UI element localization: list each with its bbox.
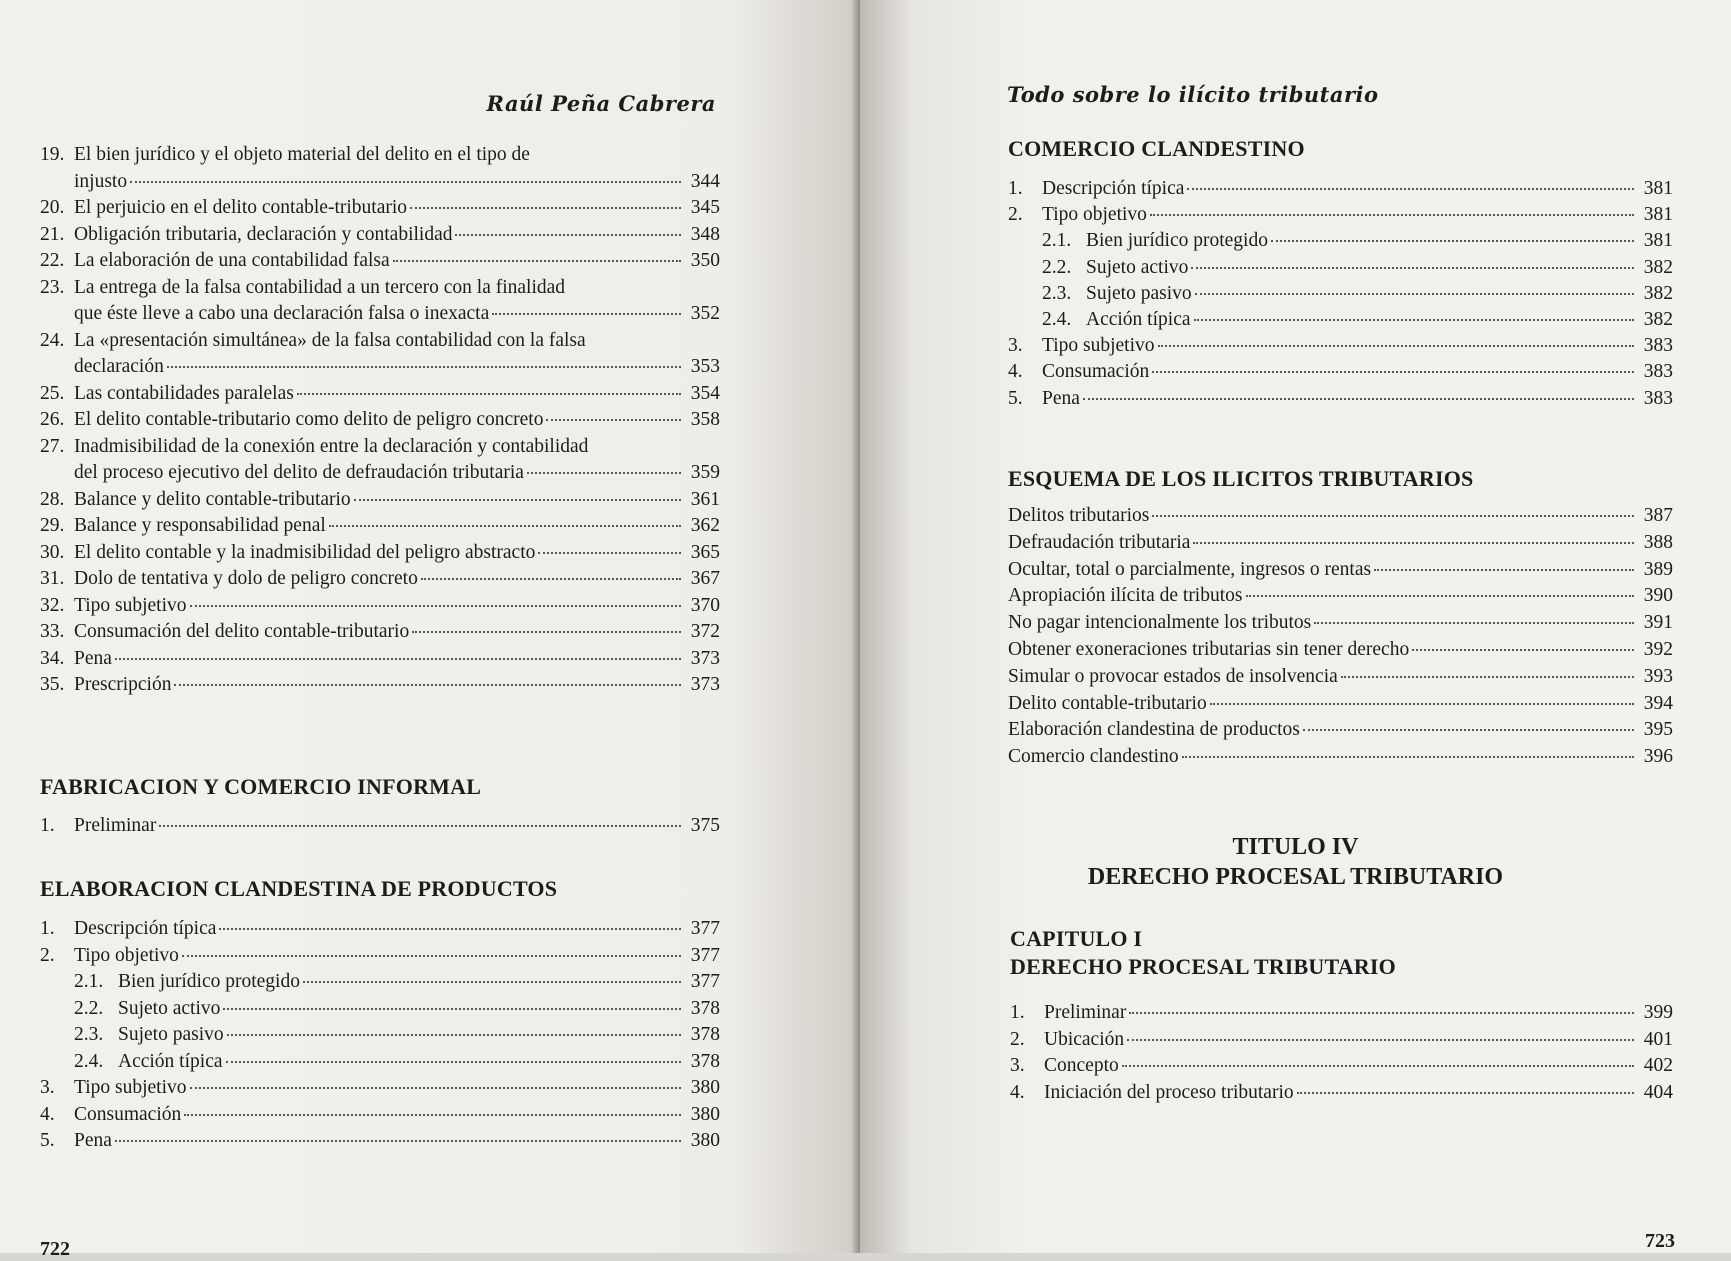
leader-dots [412,631,681,633]
titulo-subheading: DERECHO PROCESAL TRIBUTARIO [1087,864,1504,890]
toc-entry-text: Tipo objetivo [1042,204,1147,226]
toc-entry-number: 2. [1008,204,1023,226]
toc-entry-line [1008,639,1673,661]
leader-dots [1193,542,1634,544]
toc-entry-page: 358 [690,409,720,430]
toc-entry-line [1008,309,1673,331]
toc-entry-number: 2. [40,944,55,966]
toc-entry-page: 353 [690,356,720,377]
leader-dots [1297,1092,1634,1094]
leader-dots [329,525,681,527]
toc-entry-page: 404 [1643,1081,1673,1103]
toc-entry-text: Concepto [1044,1055,1119,1076]
toc-entry-text: El delito contable-tributario como delito de peligro concreto [74,409,544,430]
toc-entry-page: 382 [1643,309,1673,330]
toc-entry-line [1008,361,1673,383]
toc-entry-line [40,945,720,967]
leader-dots [182,955,681,957]
toc-entry-number: 2.2. [1042,256,1072,278]
leader-dots [1271,240,1634,242]
leader-dots [1152,515,1634,517]
toc-entry-page: 370 [690,594,720,616]
toc-entry-page: 401 [1643,1028,1673,1050]
toc-entry-line [40,621,720,643]
leader-dots [227,1034,681,1036]
section-title-comercio: COMERCIO CLANDESTINO [1008,136,1305,161]
toc-entry-number: 26. [40,409,65,430]
leader-dots [1158,345,1634,347]
toc-entry-text: Acción típica [1086,309,1191,330]
toc-entry-number: 2.2. [74,997,104,1019]
toc-entry-text: Tipo subjetivo [1042,335,1155,357]
toc-entry-text: Consumación [74,1103,182,1125]
leader-dots [1194,319,1635,321]
toc-entry-page: 381 [1643,178,1673,199]
toc-entry-text: Descripción típica [74,918,217,939]
toc-entry-number: 2.4. [1042,309,1072,330]
toc-entry-page: 378 [690,1050,720,1072]
toc-entry-text: que éste lleve a cabo una declaración falsa o inexacta [74,303,490,324]
leader-dots [546,419,681,421]
toc-entry-line [1008,532,1673,554]
toc-entry-number: 34. [40,647,65,669]
toc-entry-text: Pena [74,647,112,669]
toc-entry-line [40,674,720,696]
toc-entry-text: declaración [74,356,164,377]
leader-dots [303,981,681,983]
toc-entry-text: La entrega de la falsa contabilidad a un tercero con la finalidad [74,276,566,298]
leader-dots [354,499,681,501]
toc-entry-text: Balance y responsabilidad penal [74,515,326,536]
toc-entry-number: 4. [40,1103,55,1125]
toc-entry-line [1008,204,1673,226]
leader-dots [1303,729,1634,731]
toc-entry-text: El perjuicio en el delito contable-tributario [74,197,408,218]
toc-entry-line [40,1051,720,1073]
leader-dots [130,181,681,183]
toc-entry-text: La elaboración de una contabilidad falsa [74,250,390,271]
toc-entry-number: 2.3. [1042,282,1072,304]
toc-entry-page: 354 [690,382,720,404]
toc-entry-page: 390 [1643,585,1673,607]
toc-entry-number: 24. [40,329,65,351]
toc-entry-line [1008,612,1673,634]
toc-entry-number: 35. [40,674,65,695]
toc-entry-line [1008,388,1673,410]
toc-entry-page: 359 [690,462,720,483]
leader-dots [1374,569,1634,571]
toc-entry-text: Preliminar [74,815,157,836]
toc-entry-line [40,918,720,940]
leader-dots [1127,1039,1634,1041]
capitulo-heading: CAPITULO I [1010,926,1143,951]
toc-entry-text: Prescripción [74,674,172,695]
toc-entry-line [40,436,720,458]
toc-entry-page: 395 [1643,719,1673,741]
toc-entry-page: 388 [1643,531,1673,553]
toc-entry-line [40,568,720,590]
toc-entry-text: Balance y delito contable-tributario [74,488,351,510]
toc-entry-number: 28. [40,488,65,510]
toc-entry-page: 383 [1643,387,1673,409]
leader-dots [410,207,681,209]
toc-entry-line [40,144,720,166]
toc-entry-page: 344 [690,170,720,192]
toc-entry-number: 30. [40,541,65,563]
toc-entry-line [40,815,720,837]
toc-entry-page: 367 [690,568,720,589]
toc-entry-page: 387 [1643,505,1673,526]
toc-entry-number: 2.1. [74,971,104,992]
toc-entry-number: 3. [1008,335,1023,357]
toc-entry-page: 396 [1643,746,1673,768]
toc-entry-page: 365 [690,541,720,563]
toc-entry-line [1010,1029,1673,1051]
toc-entry-text: La «presentación simultánea» de la falsa contabilidad con la falsa [74,329,586,351]
toc-entry-number: 2. [1010,1028,1025,1050]
toc-entry-number: 1. [40,918,55,939]
toc-entry-number: 27. [40,435,65,457]
toc-entry-page: 381 [1643,230,1673,252]
toc-entry-line [1008,178,1673,200]
toc-entry-page: 361 [690,488,720,510]
toc-entry-line [1008,505,1673,527]
toc-entry-line [40,303,720,325]
toc-entry-line [40,648,720,670]
leader-dots [455,234,681,236]
toc-entry-line [1010,1002,1673,1024]
toc-entry-line [40,171,720,193]
toc-entry-text: Apropiación ilícita de tributos [1008,585,1243,607]
leader-dots [297,393,681,395]
toc-entry-line [40,330,720,352]
toc-entry-page: 373 [690,674,720,695]
toc-entry-line [40,971,720,993]
toc-entry-page: 380 [690,1103,720,1125]
leader-dots [190,1087,681,1089]
toc-entry-page: 350 [690,250,720,271]
toc-entry-page: 389 [1643,558,1673,580]
left-page [0,0,860,1260]
toc-entry-number: 2.1. [1042,230,1072,252]
toc-entry-page: 373 [690,647,720,669]
toc-entry-text: Elaboración clandestina de productos [1008,719,1300,741]
section-title-esquema: ESQUEMA DE LOS ILICITOS TRIBUTARIOS [1008,466,1474,491]
leader-dots [1195,293,1634,295]
toc-entry-line [1008,666,1673,688]
leader-dots [223,1008,681,1010]
toc-entry-page: 383 [1643,335,1673,357]
leader-dots [538,552,681,554]
toc-entry-line [1008,719,1673,741]
toc-entry-page: 402 [1643,1055,1673,1076]
toc-entry-text: Obtener exoneraciones tributarias sin tener derecho [1008,639,1410,660]
toc-entry-text: Consumación del delito contable-tributario [74,621,410,642]
toc-entry-number: 3. [40,1077,55,1098]
toc-entry-text: Bien jurídico protegido [118,971,300,992]
toc-entry-text: Sujeto activo [1086,256,1189,278]
leader-dots [1246,595,1635,597]
toc-entry-text: Defraudación tributaria [1008,531,1191,553]
toc-entry-page: 352 [690,303,720,324]
titulo-heading: TITULO IV [1232,834,1359,860]
toc-entry-line [1008,746,1673,768]
toc-entry-line [1008,585,1673,607]
toc-entry-text: Tipo subjetivo [74,594,187,616]
toc-entry-page: 382 [1643,282,1673,304]
leader-dots [1122,1065,1634,1067]
toc-entry-line [40,409,720,431]
toc-entry-text: Bien jurídico protegido [1086,230,1268,252]
toc-entry-text: Obligación tributaria, declaración y contabilidad [74,223,453,245]
toc-entry-line [40,383,720,405]
toc-entry-page: 380 [690,1130,720,1151]
toc-entry-text: Sujeto activo [118,997,221,1019]
toc-entry-line [40,1077,720,1099]
toc-entry-text: Tipo subjetivo [74,1077,187,1098]
toc-entry-page: 377 [690,944,720,966]
toc-entry-line [1010,1055,1673,1077]
toc-entry-page: 399 [1643,1002,1673,1023]
toc-entry-text: Simular o provocar estados de insolvencia [1008,665,1338,687]
toc-entry-line [1008,335,1673,357]
toc-entry-line [40,998,720,1020]
section-title-fabricacion: FABRICACION Y COMERCIO INFORMAL [40,774,482,799]
running-head-author: Raúl Peña Cabrera [486,91,716,116]
toc-entry-text: No pagar intencionalmente los tributos [1008,612,1312,634]
leader-dots [115,1140,681,1142]
toc-entry-text: Sujeto pasivo [1086,282,1192,304]
toc-entry-text: Ubicación [1044,1028,1125,1050]
toc-entry-number: 20. [40,197,65,218]
leader-dots [167,366,681,368]
toc-entry-text: El delito contable y la inadmisibilidad del peligro abstracto [74,541,536,563]
section-title-elaboracion: ELABORACION CLANDESTINA DE PRODUCTOS [40,876,558,901]
toc-entry-page: 377 [690,971,720,992]
toc-entry-text: Iniciación del proceso tributario [1044,1081,1294,1103]
page-number-left: 722 [40,1238,70,1260]
toc-entry-text: Acción típica [118,1050,223,1072]
toc-entry-text: Delitos tributarios [1008,505,1150,526]
toc-entry-text: Descripción típica [1042,178,1185,199]
toc-entry-page: 391 [1643,612,1673,634]
toc-entry-page: 372 [690,621,720,642]
toc-entry-line [40,1104,720,1126]
toc-entry-number: 32. [40,594,65,616]
toc-entry-number: 1. [1010,1002,1025,1023]
toc-entry-number: 2.4. [74,1050,104,1072]
toc-entry-number: 4. [1008,361,1023,383]
capitulo-subheading: DERECHO PROCESAL TRIBUTARIO [1010,954,1396,979]
toc-entry-text: Pena [74,1130,112,1151]
toc-entry-text: Preliminar [1044,1002,1127,1023]
leader-dots [159,825,681,827]
toc-entry-text: Inadmisibilidad de la conexión entre la declaración y contabilidad [74,435,589,457]
toc-entry-page: 394 [1643,692,1673,714]
toc-entry-number: 21. [40,223,65,245]
leader-dots [115,658,681,660]
leader-dots [421,578,681,580]
running-head-title: Todo sobre lo ilícito tributario [1007,82,1379,107]
leader-dots [1083,398,1634,400]
toc-entry-number: 2.3. [74,1024,104,1045]
toc-entry-number: 4. [1010,1081,1025,1103]
toc-entry-line [40,1024,720,1046]
toc-entry-number: 23. [40,276,65,298]
toc-entry-page: 345 [690,197,720,218]
toc-entry-number: 5. [40,1130,55,1151]
leader-dots [1152,371,1634,373]
right-page [860,0,1731,1253]
toc-entry-page: 362 [690,515,720,536]
toc-entry-line [1008,559,1673,581]
page-number-right: 723 [1645,1230,1675,1252]
toc-entry-text: Pena [1042,387,1080,409]
toc-entry-text: Dolo de tentativa y dolo de peligro concreto [74,568,418,589]
toc-entry-text: Las contabilidades paralelas [74,382,294,404]
toc-entry-number: 5. [1008,387,1023,409]
toc-entry-text: del proceso ejecutivo del delito de defraudación tributaria [74,462,524,483]
toc-entry-line [1008,230,1673,252]
leader-dots [527,472,681,474]
toc-entry-line [40,1130,720,1152]
toc-entry-page: 377 [690,918,720,939]
toc-entry-text: Delito contable-tributario [1008,692,1207,714]
toc-entry-text: Ocultar, total o parcialmente, ingresos o rentas [1008,558,1372,580]
toc-entry-line [1008,693,1673,715]
toc-entry-number: 31. [40,568,65,589]
leader-dots [1150,214,1634,216]
leader-dots [174,684,681,686]
toc-entry-line [40,515,720,537]
toc-entry-text: Consumación [1042,361,1150,383]
toc-entry-page: 393 [1643,665,1673,687]
toc-entry-text: injusto [74,170,128,192]
toc-entry-text: Tipo objetivo [74,944,179,966]
toc-entry-line [40,356,720,378]
toc-entry-page: 381 [1643,204,1673,226]
leader-dots [1341,676,1634,678]
toc-entry-line [40,462,720,484]
toc-entry-number: 29. [40,515,65,536]
toc-entry-line [1010,1082,1673,1104]
leader-dots [1412,649,1634,651]
toc-entry-number: 1. [1008,178,1023,199]
leader-dots [1129,1012,1634,1014]
toc-entry-text: Sujeto pasivo [118,1024,224,1045]
toc-entry-line [40,250,720,272]
toc-entry-page: 380 [690,1077,720,1098]
leader-dots [1187,188,1634,190]
toc-entry-line [1008,283,1673,305]
leader-dots [393,260,681,262]
leader-dots [1314,622,1634,624]
toc-entry-line [40,224,720,246]
leader-dots [1191,267,1634,269]
toc-entry-page: 378 [690,997,720,1019]
toc-entry-number: 25. [40,382,65,404]
toc-entry-number: 33. [40,621,65,642]
toc-entry-line [40,595,720,617]
leader-dots [219,928,681,930]
toc-entry-page: 348 [690,223,720,245]
toc-entry-line [40,197,720,219]
toc-entry-line [40,277,720,299]
toc-entry-page: 375 [690,815,720,836]
toc-entry-text: Comercio clandestino [1008,746,1179,768]
toc-entry-page: 383 [1643,361,1673,383]
toc-entry-number: 3. [1010,1055,1025,1076]
leader-dots [1182,756,1634,758]
toc-entry-number: 1. [40,815,55,836]
leader-dots [190,605,681,607]
toc-entry-line [1008,257,1673,279]
toc-entry-line [40,489,720,511]
leader-dots [1210,703,1634,705]
toc-entry-page: 378 [690,1024,720,1045]
leader-dots [492,313,681,315]
leader-dots [226,1061,682,1063]
leader-dots [184,1114,681,1116]
toc-entry-number: 22. [40,250,65,271]
toc-entry-page: 382 [1643,256,1673,278]
toc-entry-page: 392 [1643,639,1673,660]
toc-entry-text: El bien jurídico y el objeto material del delito en el tipo de [74,144,530,165]
toc-entry-number: 19. [40,144,65,165]
toc-entry-line [40,542,720,564]
